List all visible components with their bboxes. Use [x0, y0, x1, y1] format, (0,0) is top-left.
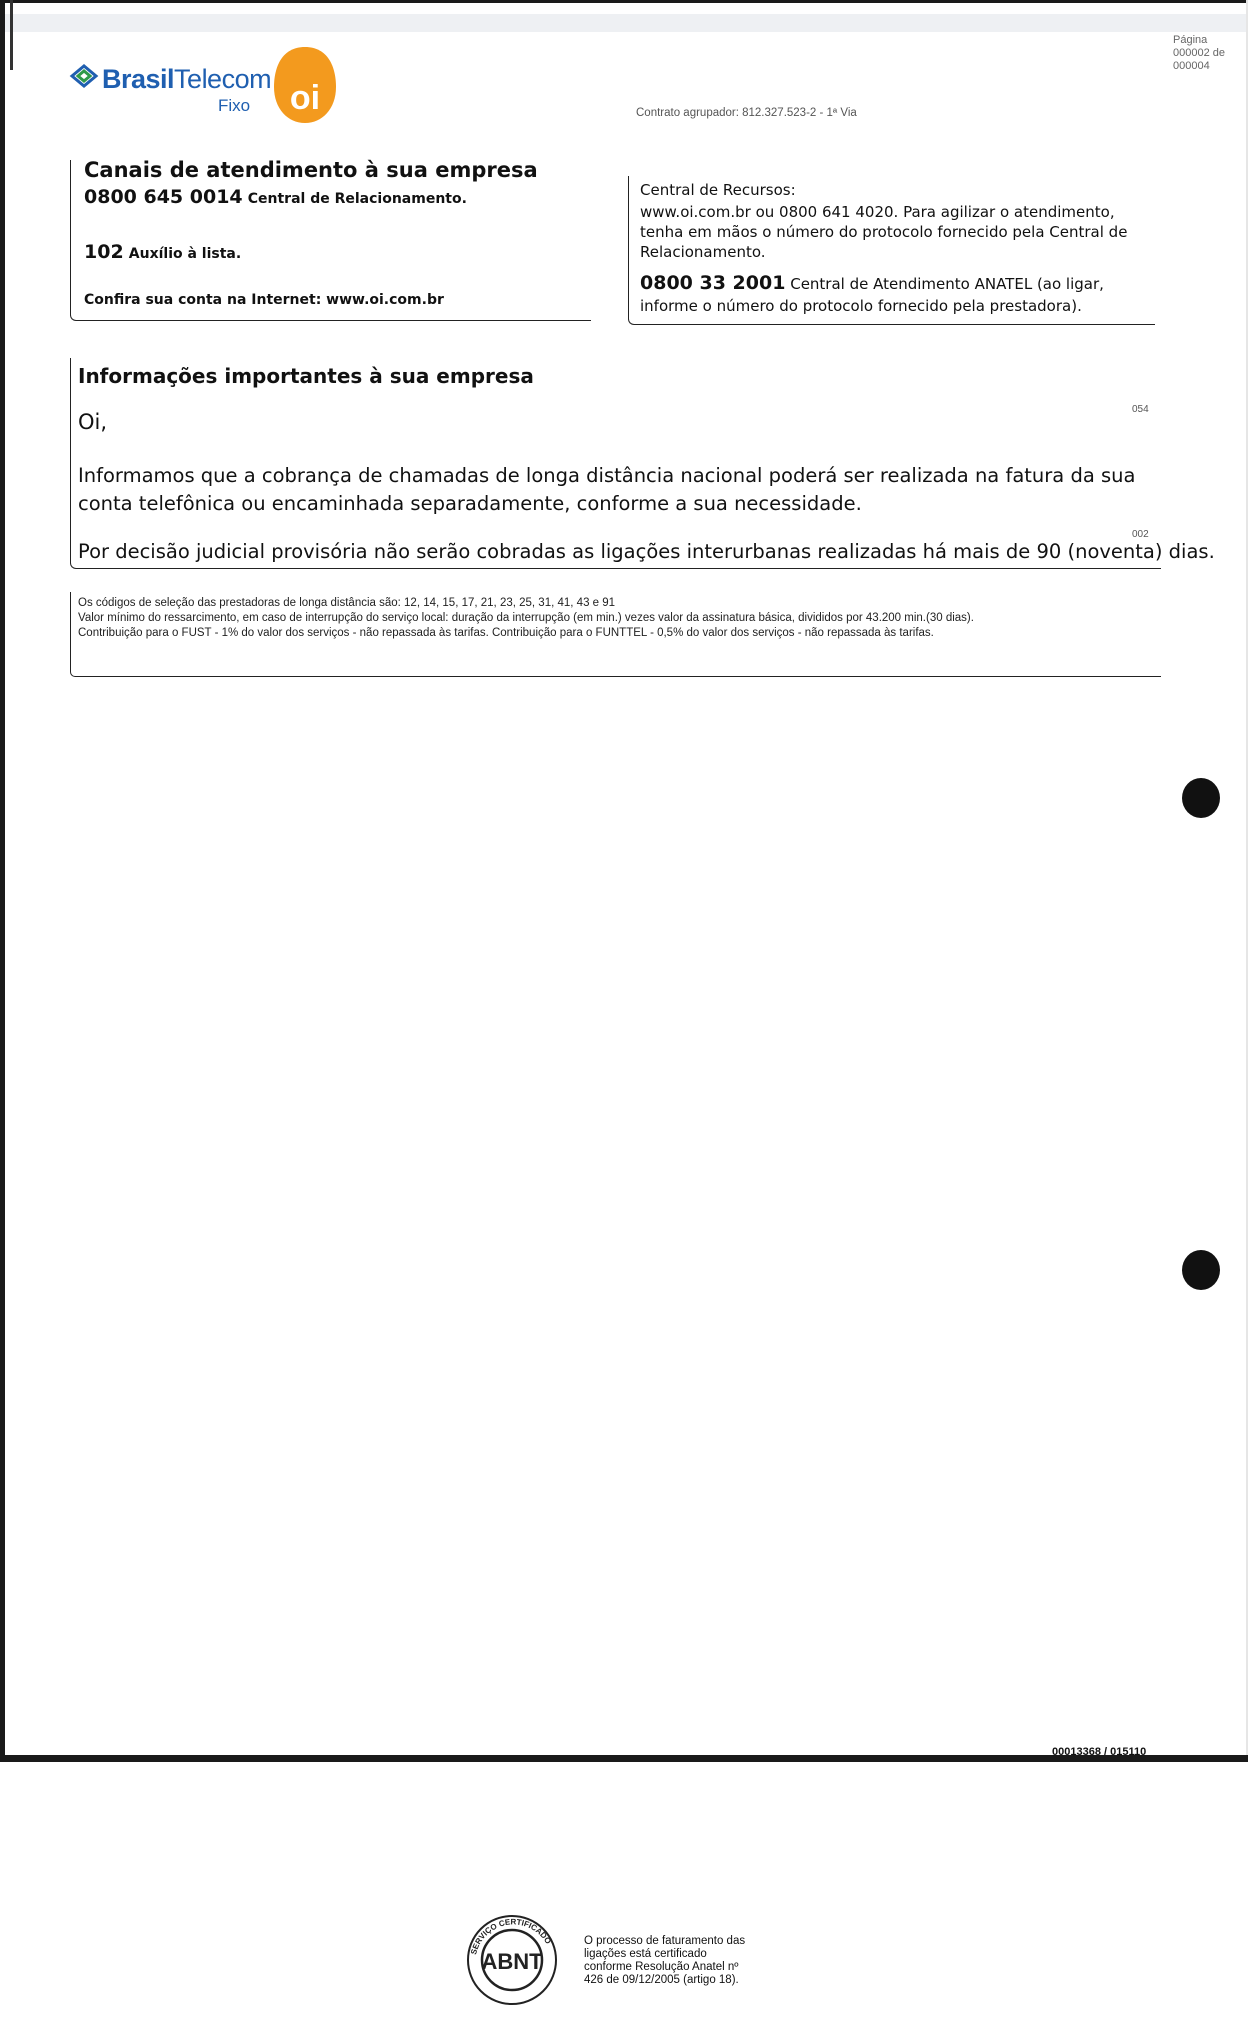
greeting: Oi, — [78, 410, 108, 434]
svg-text:ABNT: ABNT — [481, 1949, 543, 1974]
svg-text:oi: oi — [289, 79, 321, 117]
scan-edge-left-mark — [10, 0, 13, 70]
relacionamento-line — [84, 186, 467, 208]
scan-edge-left — [0, 0, 5, 1762]
brand-subtitle: Fixo — [218, 96, 251, 115]
brand-name: BrasilTelecom — [102, 64, 272, 94]
info-paragraph: Por decisão judicial provisória não serão cobradas as ligações interurbanas realizadas há mais de 90 (noventa) dias. — [78, 540, 1215, 563]
abnt-seal-icon — [462, 1895, 562, 2025]
recursos-title: Central de Recursos: — [640, 181, 796, 199]
auxilio-line — [84, 241, 241, 263]
punch-hole-mark — [1182, 1250, 1220, 1290]
anatel-desc: Central de Atendimento ANATEL (ao ligar, informe o número do protocolo fornecido pela prestadora). — [640, 275, 1104, 315]
anatel-number: 0800 33 2001 — [640, 272, 786, 294]
message-code: 002 — [1132, 529, 1149, 540]
note-line: Contribuição para o FUST - 1% do valor dos serviços - não repassada às tarifas. Contribuição para o FUNTTEL - 0,5% do valor dos serviços - não repassada às tarifas. — [78, 627, 934, 639]
info-title: Informações importantes à sua empresa — [78, 364, 534, 388]
auxilio-number: 102 — [84, 241, 124, 263]
relacionamento-number: 0800 645 0014 — [84, 186, 243, 208]
anatel-info — [640, 272, 1160, 317]
canais-title: Canais de atendimento à sua empresa — [84, 158, 538, 182]
auxilio-desc: Auxílio à lista. — [128, 246, 242, 262]
scan-band-top — [0, 14, 1248, 32]
relacionamento-desc: Central de Relacionamento. — [247, 191, 467, 207]
internet-link[interactable]: Confira sua conta na Internet: www.oi.com.br — [84, 292, 444, 308]
note-line: Valor mínimo do ressarcimento, em caso de interrupção do serviço local: duração da interrupção (em min.) vezes valor da assinatura básica, divididos por 43.200 min.(30 dias). — [78, 612, 974, 624]
oi-logo — [272, 45, 338, 125]
message-code: 054 — [1132, 404, 1149, 415]
brasil-telecom-logo — [68, 60, 272, 120]
certification-text: O processo de faturamento das ligações está certificado conforme Resolução Anatel nº 426 de 09/12/2005 (artigo 18). — [584, 1935, 746, 1986]
page-indicator: Página 000002 de 000004 — [1173, 34, 1225, 72]
note-line: Os códigos de seleção das prestadoras de longa distância são: 12, 14, 15, 17, 21, 23, 25, 31, 41, 43 e 91 — [78, 597, 616, 609]
contract-number: Contrato agrupador: 812.327.523-2 - 1ª Via — [636, 107, 857, 119]
recursos-text: www.oi.com.br ou 0800 641 4020. Para agilizar o atendimento, tenha em mãos o número do protocolo fornecido pela Central de Relacionamento. — [640, 203, 1128, 261]
footer-code: 00013368 / 015110 — [1052, 1746, 1147, 1758]
scan-edge-top — [0, 0, 1248, 3]
punch-hole-mark — [1182, 778, 1220, 818]
info-paragraph: Informamos que a cobrança de chamadas de longa distância nacional poderá ser realizada na fatura da sua conta telefônica ou encaminhada separadamente, conforme a sua necessidade. — [78, 464, 1136, 515]
svg-text:SERVIÇO CERTIFICADO: SERVIÇO CERTIFICADO — [469, 1917, 553, 1956]
brasil-telecom-mark-icon — [68, 60, 100, 92]
legal-notes — [78, 596, 1164, 641]
